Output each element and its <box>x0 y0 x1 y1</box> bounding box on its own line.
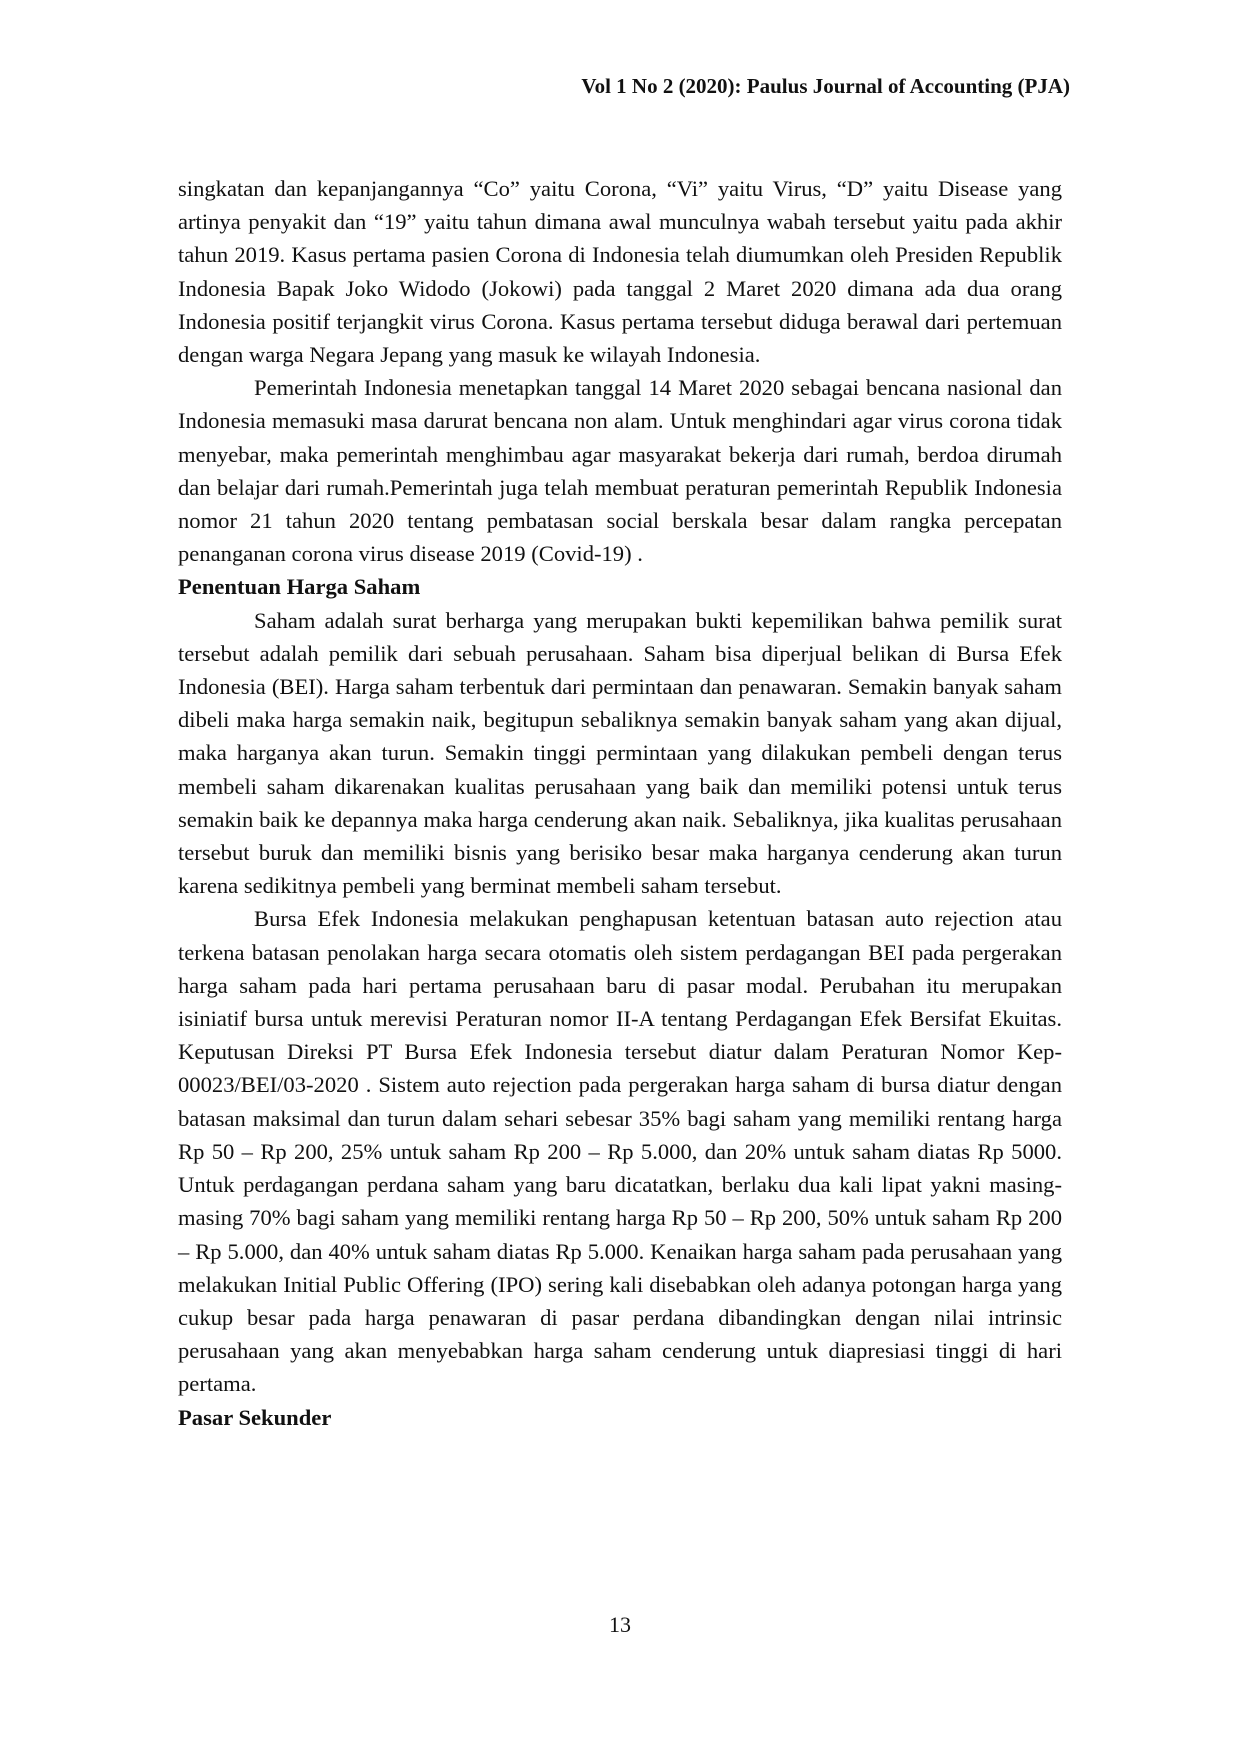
page-body <box>178 172 1062 1434</box>
paragraph-covid-abbreviation: singkatan dan kepanjangannya “Co” yaitu Corona, “Vi” yaitu Virus, “D” yaitu Disease yang artinya penyakit dan “19” yaitu tahun dimana awal munculnya wabah tersebut yaitu pada akhir tahun 2019. Kasus pertama pasien Corona di Indonesia telah diumumkan oleh Presiden Republik Indonesia Bapak Joko Widodo (Jokowi) pada tanggal 2 Maret 2020 dimana ada dua orang Indonesia positif terjangkit virus Corona. Kasus pertama tersebut diduga berawal dari pertemuan dengan warga Negara Jepang yang masuk ke wilayah Indonesia. <box>178 176 1062 368</box>
section-heading-stock-pricing: Penentuan Harga Saham <box>178 574 421 600</box>
paragraph-stock-definition: Saham adalah surat berharga yang merupakan bukti kepemilikan bahwa pemilik surat tersebut adalah pemilik dari sebuah perusahaan. Saham bisa diperjual belikan di Bursa Efek Indonesia (BEI). Harga saham terbentuk dari permintaan dan penawaran. Semakin banyak saham dibeli maka harga semakin naik, begitupun sebaliknya semakin banyak saham yang akan dijual, maka harganya akan turun. Semakin tinggi permintaan yang dilakukan pembeli dengan terus membeli saham dikarenakan kualitas perusahaan yang baik dan memiliki potensi untuk terus semakin baik ke depannya maka harga cenderung akan naik. Sebaliknya, jika kualitas perusahaan tersebut buruk dan memiliki bisnis yang berisiko besar maka harganya cenderung akan turun karena sedikitnya pembeli yang berminat membeli saham tersebut. <box>178 607 1062 899</box>
paragraph-national-disaster: Pemerintah Indonesia menetapkan tanggal 14 Maret 2020 sebagai bencana nasional dan Indonesia memasuki masa darurat bencana non alam. Untuk menghindari agar virus corona tidak menyebar, maka pemerintah menghimbau agar masyarakat bekerja dari rumah, berdoa dirumah dan belajar dari rumah.Pemerintah juga telah membuat peraturan pemerintah Republik Indonesia nomor 21 tahun 2020 tentang pembatasan social berskala besar dalam rangka percepatan penanganan corona virus disease 2019 (Covid-19) . <box>178 375 1062 567</box>
page-number: 13 <box>609 1612 631 1637</box>
paragraph-auto-rejection: Bursa Efek Indonesia melakukan penghapusan ketentuan batasan auto rejection atau terkena batasan penolakan harga secara otomatis oleh sistem perdagangan BEI pada pergerakan harga saham pada hari pertama perusahaan baru di pasar modal. Perubahan itu merupakan isiniatif bursa untuk merevisi Peraturan nomor II-A tentang Perdagangan Efek Bersifat Ekuitas. Keputusan Direksi PT Bursa Efek Indonesia tersebut diatur dalam Peraturan Nomor Kep-00023/BEI/03-2020 . Sistem auto rejection pada pergerakan harga saham di bursa diatur dengan batasan maksimal dan turun dalam sehari sebesar 35% bagi saham yang memiliki rentang harga Rp 50 – Rp 200, 25% untuk saham Rp 200 – Rp 5.000, dan 20% untuk saham diatas Rp 5000. Untuk perdagangan perdana saham yang baru dicatatkan, berlaku dua kali lipat yakni masing-masing 70% bagi saham yang memiliki rentang harga Rp 50 – Rp 200, 50% untuk saham Rp 200 – Rp 5.000, dan 40% untuk saham diatas Rp 5.000. Kenaikan harga saham pada perusahaan yang melakukan Initial Public Offering (IPO) sering kali disebabkan oleh adanya potongan harga yang cukup besar pada harga penawaran di pasar perdana dibandingkan dengan nilai intrinsic perusahaan yang akan menyebabkan harga saham cenderung untuk diapresiasi tinggi di hari pertama. <box>178 906 1062 1397</box>
journal-header: Vol 1 No 2 (2020): Paulus Journal of Accounting (PJA) <box>581 74 1070 98</box>
section-heading-secondary-market: Pasar Sekunder <box>178 1404 332 1430</box>
